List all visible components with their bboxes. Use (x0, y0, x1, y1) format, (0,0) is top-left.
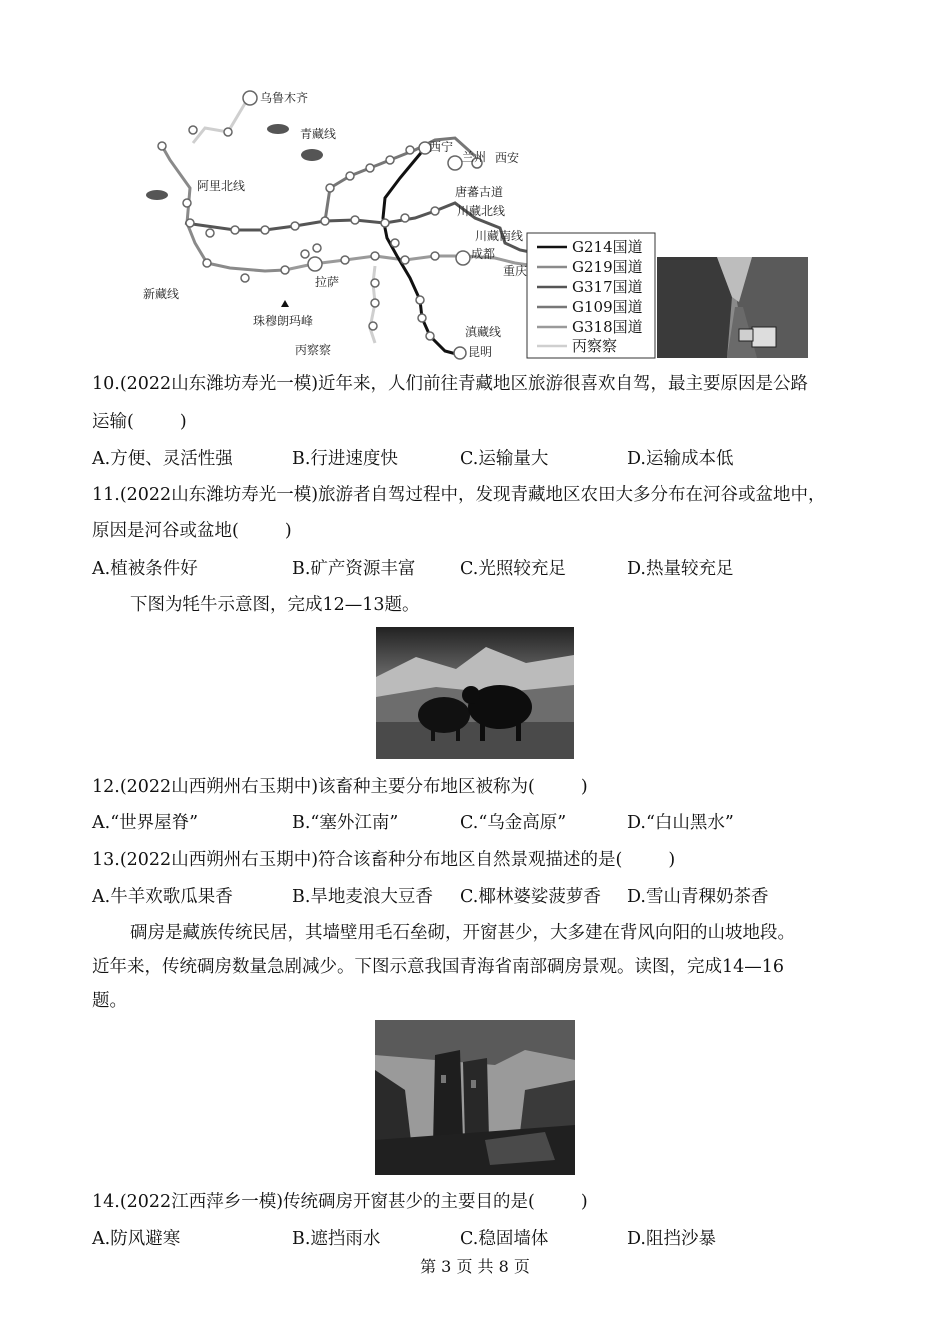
label-tangbo: 唐蕃古道 (455, 185, 504, 199)
q14-close-paren: ) (580, 1192, 588, 1212)
legend-g219: G219国道 (572, 258, 643, 276)
label-urumqi: 乌鲁木齐 (260, 91, 309, 105)
lake (267, 124, 289, 134)
q12-option-b: B.“塞外江南” (292, 813, 399, 833)
q11-stem-line2 (92, 520, 292, 542)
q10-stem-line1: 10.(2022山东潍坊寿光一模)近年来，人们前往青藏地区旅游很喜欢自驾，最主要原因是公路 (92, 374, 809, 394)
q12-option-a: A.“世界屋脊” (92, 813, 199, 833)
peak-marker (281, 300, 289, 307)
q14-option-a: A.防风避寒 (92, 1229, 181, 1249)
town-node (371, 299, 379, 307)
q14-option-c: C.稳固墙体 (460, 1229, 549, 1249)
road-g219 (193, 98, 250, 143)
town-node (371, 279, 379, 287)
town-node (183, 199, 191, 207)
q11-option-a: A.植被条件好 (92, 559, 198, 579)
label-lhasa: 拉萨 (315, 275, 340, 289)
legend-g317: G317国道 (572, 278, 643, 296)
label-chongqing: 重庆 (503, 264, 528, 278)
label-xining: 西宁 (429, 140, 454, 154)
road-g219 (162, 146, 285, 271)
town-node (158, 142, 166, 150)
town-node (401, 256, 409, 264)
q11-option-c: C.光照较充足 (460, 559, 566, 579)
label-xinzang: 新藏线 (143, 287, 180, 301)
town-node (241, 274, 249, 282)
town-node (426, 332, 434, 340)
town-node (351, 216, 359, 224)
legend-g214: G214国道 (572, 238, 643, 256)
town-node (381, 219, 389, 227)
yak-intro: 下图为牦牛示意图，完成12—13题。 (130, 595, 420, 615)
town-node (313, 244, 321, 252)
q14-stem-text: 14.(2022江西萍乡一模)传统碉房开窗甚少的主要目的是( (92, 1192, 535, 1212)
town-node (231, 226, 239, 234)
town-node (261, 226, 269, 234)
label-lanzhou: 兰州 (462, 150, 487, 164)
q11-close-paren: ) (284, 521, 292, 541)
town-node (418, 314, 426, 322)
town-node (401, 214, 409, 222)
city-node (448, 156, 462, 170)
town-node (206, 229, 214, 237)
q11-stem-line1: 11.(2022山东潍坊寿光一模)旅游者自驾过程中，发现青藏地区农田大多分布在河谷或盆地中， (92, 485, 826, 505)
q14-option-d: D.阻挡沙暴 (627, 1229, 716, 1249)
q13-close-paren: ) (668, 850, 676, 870)
label-kunming: 昆明 (468, 345, 493, 359)
q10-stem-text: 运输( (92, 412, 134, 432)
yak-photo (376, 627, 574, 759)
town-node (189, 126, 197, 134)
city-node (454, 347, 466, 359)
label-xian: 西安 (495, 151, 520, 165)
city-node (456, 251, 470, 265)
label-chengdu: 成都 (471, 247, 496, 261)
diaofang-intro-line1: 碉房是藏族传统民居，其墙壁用毛石垒砌，开窗甚少，大多建在背风向阳的山坡地段。 (130, 923, 795, 943)
town-node (326, 184, 334, 192)
road-map (135, 78, 665, 363)
page-footer: 第 3 页 共 8 页 (420, 1257, 530, 1276)
town-node (366, 164, 374, 172)
diaofang-intro-line3: 题。 (92, 991, 127, 1011)
city-node (243, 91, 257, 105)
q13-stem (92, 849, 675, 871)
town-node (224, 128, 232, 136)
q14-option-b: B.遮挡雨水 (292, 1229, 381, 1249)
q12-stem (92, 776, 588, 798)
q13-option-c: C.椰林婆娑菠萝香 (460, 887, 601, 907)
town-node (281, 266, 289, 274)
road-g214 (383, 148, 460, 355)
q12-option-c: C.“乌金高原” (460, 813, 567, 833)
legend-g318: G318国道 (572, 318, 643, 336)
q10-stem-line2 (92, 411, 187, 433)
town-node (431, 207, 439, 215)
diaofang-intro-line2: 近年来，传统碉房数量急剧减少。下图示意我国青海省南部碉房景观。读图，完成14—16 (92, 957, 785, 977)
q12-option-d: D.“白山黑水” (627, 813, 734, 833)
q10-option-a: A.方便、灵活性强 (92, 449, 233, 469)
town-node (386, 156, 394, 164)
q14-stem (92, 1191, 588, 1213)
q11-option-b: B.矿产资源丰富 (292, 559, 416, 579)
q12-stem-text: 12.(2022山西朔州右玉期中)该畜种主要分布地区被称为( (92, 777, 535, 797)
label-chuanzang-south: 川藏南线 (475, 229, 524, 243)
q10-option-b: B.行进速度快 (292, 449, 398, 469)
town-node (371, 252, 379, 260)
town-node (291, 222, 299, 230)
city-node (308, 257, 322, 271)
road-photo (657, 257, 808, 358)
label-chuanzang-north: 川藏北线 (457, 204, 506, 218)
q11-stem-text: 原因是河谷或盆地( (92, 521, 239, 541)
town-node (391, 239, 399, 247)
town-node (431, 252, 439, 260)
q13-option-d: D.雪山青稞奶茶香 (627, 887, 769, 907)
town-node (186, 219, 194, 227)
label-everest: 珠穆朗玛峰 (253, 314, 314, 328)
town-node (346, 172, 354, 180)
town-node (203, 259, 211, 267)
label-ali-north: 阿里北线 (197, 179, 246, 193)
q13-stem-text: 13.(2022山西朔州右玉期中)符合该畜种分布地区自然景观描述的是( (92, 850, 623, 870)
q13-option-b: B.旱地麦浪大豆香 (292, 887, 433, 907)
q10-option-c: C.运输量大 (460, 449, 549, 469)
town-node (341, 256, 349, 264)
label-bingchacha: 丙察察 (295, 343, 332, 357)
label-qingzang: 青藏线 (300, 127, 337, 141)
town-node (416, 296, 424, 304)
town-node (301, 250, 309, 258)
lake (301, 149, 323, 161)
q13-option-a: A.牛羊欢歌瓜果香 (92, 887, 233, 907)
q11-option-d: D.热量较充足 (627, 559, 734, 579)
lake (146, 190, 168, 200)
town-node (406, 146, 414, 154)
q12-close-paren: ) (580, 777, 588, 797)
town-node (321, 217, 329, 225)
legend-bingchacha: 丙察察 (572, 337, 618, 355)
town-node (369, 322, 377, 330)
label-dianzang: 滇藏线 (465, 325, 502, 339)
q10-option-d: D.运输成本低 (627, 449, 734, 469)
diaofang-photo (375, 1020, 575, 1175)
legend-g109: G109国道 (572, 298, 643, 316)
q10-close-paren: ) (179, 412, 187, 432)
